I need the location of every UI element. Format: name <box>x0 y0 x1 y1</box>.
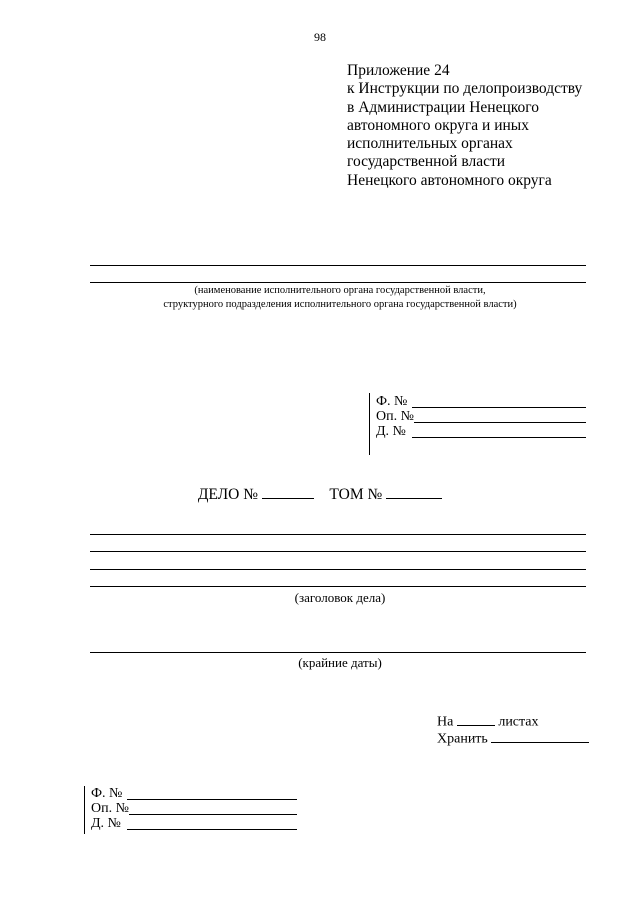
org-name-line-2 <box>90 282 586 283</box>
appendix-line: Приложение 24 <box>347 62 450 79</box>
keep-period-field[interactable] <box>491 729 589 743</box>
inventory-number-row <box>376 409 414 425</box>
tom-label: ТОМ № <box>329 485 383 503</box>
bottom-fund-number-field[interactable] <box>127 799 297 800</box>
bottom-inventory-number-label: Оп. № <box>91 801 129 816</box>
page-number: 98 <box>314 30 326 44</box>
case-title-caption: (заголовок дела) <box>294 590 386 605</box>
inventory-number-field[interactable] <box>414 422 586 423</box>
appendix-line: в Администрации Ненецкого <box>347 98 539 116</box>
appendix-line: Ненецкого автономного округа <box>347 171 552 189</box>
case-number-label: Д. № <box>376 424 406 439</box>
case-heading <box>0 484 640 504</box>
fund-number-row <box>376 394 407 410</box>
keep-label: Хранить <box>437 731 488 747</box>
org-name-caption <box>60 284 620 311</box>
appendix-line: государственной власти <box>347 153 506 171</box>
archive-codes-block <box>369 393 590 455</box>
appendix-line: исполнительных органах <box>347 135 513 153</box>
bottom-case-number-row <box>91 816 121 832</box>
date-range-caption: (крайние даты) <box>298 655 382 670</box>
delo-label: ДЕЛО № <box>197 485 259 503</box>
case-title-line-4[interactable] <box>90 586 586 587</box>
inventory-number-label: Оп. № <box>376 409 414 424</box>
keep-row <box>437 729 589 748</box>
org-caption-line-1: (наименование исполнительного органа государственной власти, <box>194 285 486 296</box>
bottom-case-number-label: Д. № <box>91 816 121 831</box>
appendix-header <box>347 62 582 190</box>
org-name-line-1 <box>90 265 586 266</box>
case-title-line-3[interactable] <box>90 569 586 570</box>
case-title-line-2[interactable] <box>90 551 586 552</box>
bottom-fund-number-row <box>91 786 122 802</box>
appendix-line: к Инструкции по делопроизводству <box>347 80 583 98</box>
fund-number-label: Ф. № <box>376 394 408 409</box>
bottom-fund-number-label: Ф. № <box>91 786 123 801</box>
delo-number-field[interactable] <box>262 484 314 499</box>
case-number-row <box>376 424 406 440</box>
bottom-inventory-number-row <box>91 801 129 817</box>
case-number-field[interactable] <box>412 437 586 438</box>
bottom-case-number-field[interactable] <box>127 829 297 830</box>
case-title-line-1[interactable] <box>90 534 586 535</box>
sheets-count-row <box>437 712 539 731</box>
org-caption-line-2: структурного подразделения исполнительного органа государственной власти) <box>163 298 517 310</box>
sheets-label: листах <box>498 714 539 730</box>
sheets-count-field[interactable] <box>457 712 495 726</box>
bottom-archive-codes-block <box>84 786 305 834</box>
date-range-line[interactable] <box>90 652 586 653</box>
sheets-on-label: На <box>437 714 454 730</box>
bottom-inventory-number-field[interactable] <box>129 814 297 815</box>
appendix-line: автономного округа и иных <box>347 116 529 134</box>
tom-number-field[interactable] <box>386 484 442 499</box>
fund-number-field[interactable] <box>412 407 586 408</box>
